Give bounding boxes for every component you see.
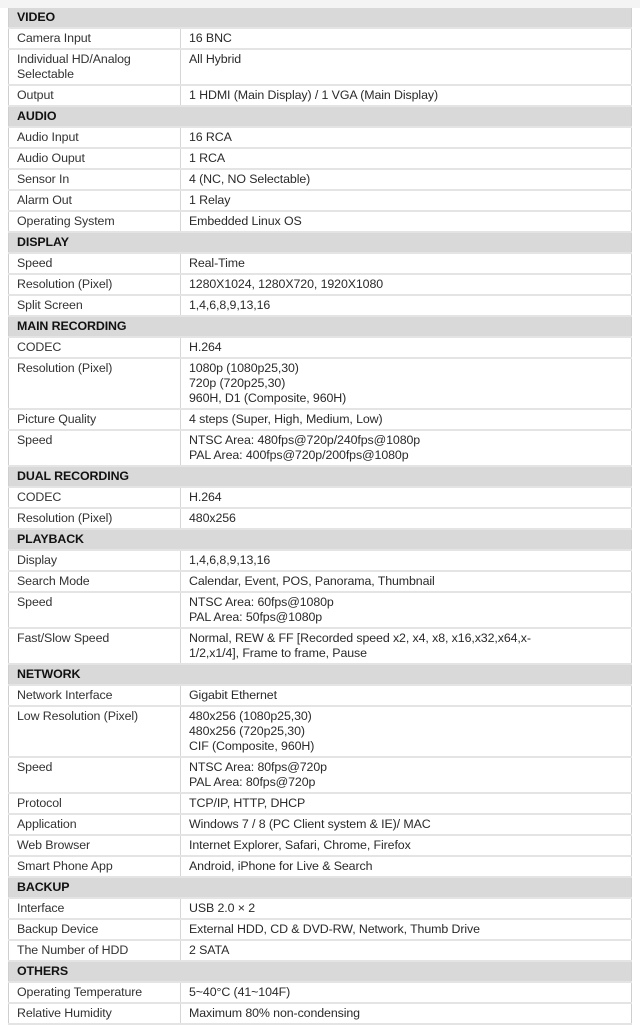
spec-row xyxy=(9,571,632,592)
spec-table-body xyxy=(9,8,632,1024)
spec-value xyxy=(181,550,632,571)
spec-value xyxy=(181,253,632,274)
spec-value-line: H.264 xyxy=(189,490,222,504)
spec-value-line: 960H, D1 (Composite, 960H) xyxy=(189,391,347,405)
spec-value xyxy=(181,295,632,316)
spec-value xyxy=(181,1003,632,1024)
section-header-main-recording xyxy=(9,316,632,337)
spec-row xyxy=(9,487,632,508)
spec-value xyxy=(181,211,632,232)
spec-value-line: 1 HDMI (Main Display) / 1 VGA (Main Display) xyxy=(189,88,438,102)
spec-label: Output xyxy=(9,85,181,106)
spec-label: Speed xyxy=(9,592,181,628)
spec-value-line: Maximum 80% non-condensing xyxy=(189,1006,360,1020)
spec-row xyxy=(9,358,632,409)
spec-label: Speed xyxy=(9,253,181,274)
spec-value xyxy=(181,508,632,529)
spec-value xyxy=(181,409,632,430)
spec-value xyxy=(181,337,632,358)
section-header-dual-recording xyxy=(9,466,632,487)
spec-label: CODEC xyxy=(9,337,181,358)
spec-row xyxy=(9,706,632,757)
spec-value-line: 1,4,6,8,9,13,16 xyxy=(189,553,271,567)
spec-value-line: 1280X1024, 1280X720, 1920X1080 xyxy=(189,277,384,291)
section-title: OTHERS xyxy=(9,961,632,982)
section-title: DUAL RECORDING xyxy=(9,466,632,487)
spec-row xyxy=(9,592,632,628)
spec-row xyxy=(9,982,632,1003)
spec-value-line: NTSC Area: 480fps@720p/240fps@1080p xyxy=(189,433,421,447)
section-header-display xyxy=(9,232,632,253)
spec-value xyxy=(181,127,632,148)
spec-label: Protocol xyxy=(9,793,181,814)
spec-value xyxy=(181,856,632,877)
spec-label: Fast/Slow Speed xyxy=(9,628,181,664)
spec-label: Web Browser xyxy=(9,835,181,856)
spec-label: Audio Ouput xyxy=(9,148,181,169)
spec-value-line: 480x256 xyxy=(189,511,236,525)
spec-value xyxy=(181,430,632,466)
spec-row xyxy=(9,85,632,106)
spec-value xyxy=(181,169,632,190)
spec-label: Speed xyxy=(9,430,181,466)
spec-label: Picture Quality xyxy=(9,409,181,430)
section-header-audio xyxy=(9,106,632,127)
spec-row xyxy=(9,835,632,856)
spec-label: Alarm Out xyxy=(9,190,181,211)
spec-value xyxy=(181,49,632,85)
spec-row xyxy=(9,550,632,571)
spec-label: Individual HD/Analog Selectable xyxy=(9,49,181,85)
section-title: MAIN RECORDING xyxy=(9,316,632,337)
spec-row xyxy=(9,127,632,148)
spec-value-line: PAL Area: 400fps@720p/200fps@1080p xyxy=(189,448,409,462)
spec-row xyxy=(9,430,632,466)
spec-value-line: 1,4,6,8,9,13,16 xyxy=(189,298,271,312)
section-header-others xyxy=(9,961,632,982)
spec-value-line: 4 (NC, NO Selectable) xyxy=(189,172,311,186)
spec-value xyxy=(181,982,632,1003)
spec-value-line: H.264 xyxy=(189,340,222,354)
spec-value-line: Normal, REW & FF [Recorded speed x2, x4, x8, x16,x32,x64,x- xyxy=(189,631,531,645)
spec-value xyxy=(181,685,632,706)
spec-value-line: Android, iPhone for Live & Search xyxy=(189,859,373,873)
spec-value-line: 1 RCA xyxy=(189,151,225,165)
section-title: DISPLAY xyxy=(9,232,632,253)
spec-row xyxy=(9,508,632,529)
spec-value xyxy=(181,628,632,664)
spec-row xyxy=(9,211,632,232)
spec-value-line: 16 RCA xyxy=(189,130,232,144)
spec-row xyxy=(9,628,632,664)
spec-value xyxy=(181,835,632,856)
spec-row xyxy=(9,856,632,877)
spec-row xyxy=(9,757,632,793)
spec-row xyxy=(9,148,632,169)
spec-value-line: USB 2.0 × 2 xyxy=(189,901,256,915)
section-title: VIDEO xyxy=(9,8,632,28)
spec-row xyxy=(9,940,632,961)
spec-value xyxy=(181,148,632,169)
spec-row xyxy=(9,49,632,85)
spec-value-line: 1080p (1080p25,30) xyxy=(189,361,299,375)
spec-label: Camera Input xyxy=(9,28,181,49)
spec-row xyxy=(9,337,632,358)
spec-value xyxy=(181,898,632,919)
spec-row xyxy=(9,793,632,814)
spec-value xyxy=(181,274,632,295)
spec-label: Network Interface xyxy=(9,685,181,706)
spec-value xyxy=(181,793,632,814)
spec-value-line: 2 SATA xyxy=(189,943,230,957)
spec-row xyxy=(9,1003,632,1024)
spec-value-line: 720p (720p25,30) xyxy=(189,376,286,390)
spec-label: Resolution (Pixel) xyxy=(9,508,181,529)
page-top-margin xyxy=(0,0,640,8)
spec-value-line: PAL Area: 80fps@720p xyxy=(189,775,316,789)
spec-label: Backup Device xyxy=(9,919,181,940)
spec-value xyxy=(181,940,632,961)
spec-value xyxy=(181,814,632,835)
spec-value-line: CIF (Composite, 960H) xyxy=(189,739,315,753)
section-title: NETWORK xyxy=(9,664,632,685)
spec-value-line: Gigabit Ethernet xyxy=(189,688,277,702)
spec-row xyxy=(9,295,632,316)
spec-value-line: Real-Time xyxy=(189,256,245,270)
spec-row xyxy=(9,274,632,295)
spec-value xyxy=(181,757,632,793)
spec-value-line: 5~40°C (41~104F) xyxy=(189,985,291,999)
spec-label: Relative Humidity xyxy=(9,1003,181,1024)
spec-row xyxy=(9,190,632,211)
spec-value xyxy=(181,358,632,409)
spec-value-line: 480x256 (1080p25,30) xyxy=(189,709,312,723)
spec-label: Resolution (Pixel) xyxy=(9,274,181,295)
spec-value-line: 480x256 (720p25,30) xyxy=(189,724,305,738)
section-title: AUDIO xyxy=(9,106,632,127)
spec-label: Interface xyxy=(9,898,181,919)
spec-row xyxy=(9,685,632,706)
spec-label: CODEC xyxy=(9,487,181,508)
spec-value-line: Embedded Linux OS xyxy=(189,214,302,228)
section-header-video xyxy=(9,8,632,28)
spec-value-line: Internet Explorer, Safari, Chrome, Firefox xyxy=(189,838,411,852)
spec-value-line: 1/2,x1/4], Frame to frame, Pause xyxy=(189,646,367,660)
spec-value-line: Windows 7 / 8 (PC Client system & IE)/ MAC xyxy=(189,817,431,831)
spec-value-line: 4 steps (Super, High, Medium, Low) xyxy=(189,412,383,426)
spec-row xyxy=(9,28,632,49)
spec-label: Resolution (Pixel) xyxy=(9,358,181,409)
spec-label: Operating System xyxy=(9,211,181,232)
section-header-backup xyxy=(9,877,632,898)
spec-value-line: NTSC Area: 80fps@720p xyxy=(189,760,327,774)
spec-label: Operating Temperature xyxy=(9,982,181,1003)
spec-value xyxy=(181,28,632,49)
spec-row xyxy=(9,253,632,274)
spec-value-line: TCP/IP, HTTP, DHCP xyxy=(189,796,306,810)
spec-value-line: NTSC Area: 60fps@1080p xyxy=(189,595,334,609)
spec-row xyxy=(9,919,632,940)
spec-label: Low Resolution (Pixel) xyxy=(9,706,181,757)
spec-row xyxy=(9,169,632,190)
spec-label: Speed xyxy=(9,757,181,793)
spec-value xyxy=(181,919,632,940)
spec-value xyxy=(181,571,632,592)
spec-label: Sensor In xyxy=(9,169,181,190)
spec-value-line: Calendar, Event, POS, Panorama, Thumbnail xyxy=(189,574,435,588)
spec-row xyxy=(9,409,632,430)
section-title: BACKUP xyxy=(9,877,632,898)
spec-label: Search Mode xyxy=(9,571,181,592)
spec-label: The Number of HDD xyxy=(9,940,181,961)
spec-label: Split Screen xyxy=(9,295,181,316)
spec-table xyxy=(8,8,632,1025)
spec-row xyxy=(9,814,632,835)
section-title: PLAYBACK xyxy=(9,529,632,550)
spec-value-line: External HDD, CD & DVD-RW, Network, Thumb Drive xyxy=(189,922,480,936)
spec-label: Application xyxy=(9,814,181,835)
spec-value-line: All Hybrid xyxy=(189,52,242,66)
spec-label: Display xyxy=(9,550,181,571)
spec-row xyxy=(9,898,632,919)
spec-value-line: PAL Area: 50fps@1080p xyxy=(189,610,323,624)
spec-value xyxy=(181,706,632,757)
spec-label: Smart Phone App xyxy=(9,856,181,877)
spec-label: Audio Input xyxy=(9,127,181,148)
spec-value xyxy=(181,487,632,508)
spec-value-line: 16 BNC xyxy=(189,31,232,45)
spec-value xyxy=(181,592,632,628)
spec-value-line: 1 Relay xyxy=(189,193,231,207)
spec-value xyxy=(181,190,632,211)
section-header-playback xyxy=(9,529,632,550)
spec-value xyxy=(181,85,632,106)
section-header-network xyxy=(9,664,632,685)
